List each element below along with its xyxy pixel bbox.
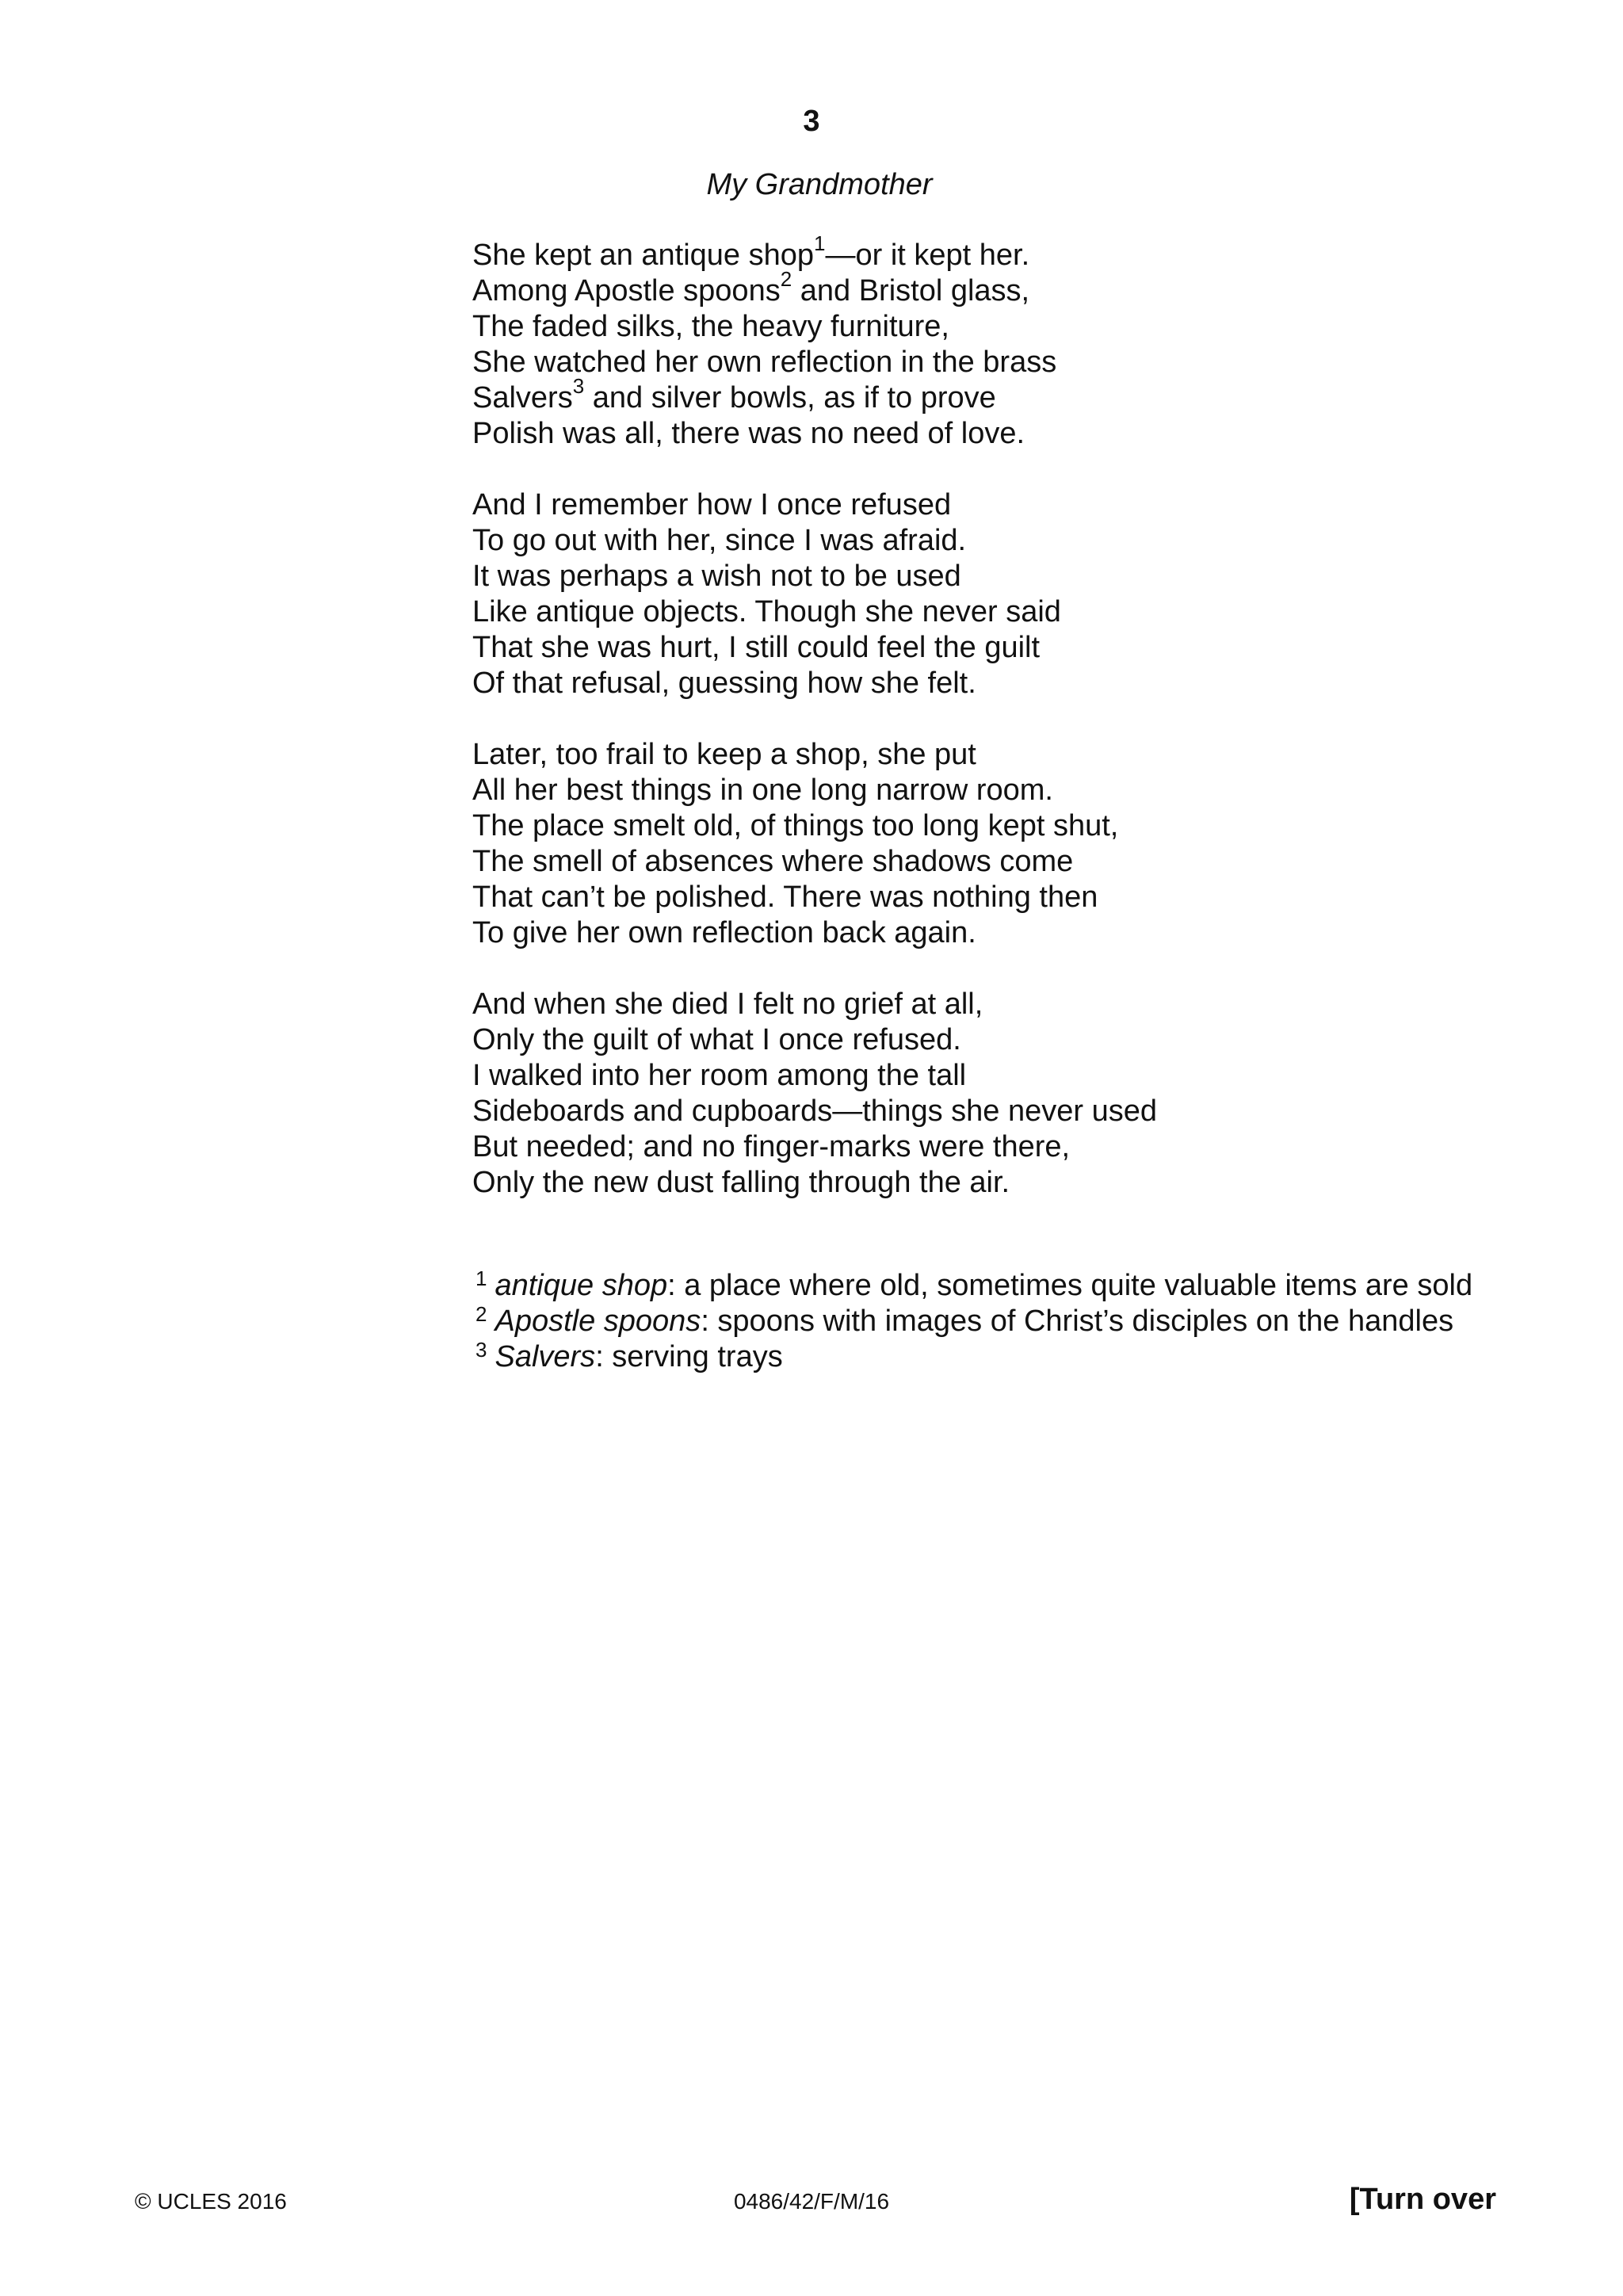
copyright-notice: © UCLES 2016 bbox=[135, 2189, 287, 2214]
footnote-number: 3 bbox=[475, 1338, 487, 1362]
poem-line bbox=[472, 630, 1598, 666]
poem-stanza bbox=[472, 231, 1598, 452]
poem-line bbox=[472, 487, 1598, 523]
footnote-marker: 2 bbox=[780, 267, 792, 292]
turn-over-label: [Turn over bbox=[1349, 2183, 1496, 2216]
poem-body bbox=[472, 231, 1598, 1236]
footnote-definition: : a place where old, sometimes quite valuable items are sold bbox=[667, 1269, 1473, 1302]
footnote-number: 2 bbox=[475, 1302, 487, 1326]
poem-stanza bbox=[472, 987, 1598, 1201]
poem-line bbox=[472, 1022, 1598, 1058]
poem-line-text: That can’t be polished. There was nothing then bbox=[472, 881, 1098, 914]
poem-line-text: and silver bowls, as if to prove bbox=[584, 381, 996, 415]
poem-line-text: She kept an antique shop bbox=[472, 239, 815, 272]
footnote-term: Apostle spoons bbox=[495, 1305, 701, 1338]
footnote bbox=[472, 1268, 1606, 1304]
poem-line-text: I walked into her room among the tall bbox=[472, 1059, 967, 1092]
poem-line-text: Sideboards and cupboards—things she never used bbox=[472, 1095, 1158, 1128]
poem-line-text: The faded silks, the heavy furniture, bbox=[472, 310, 949, 343]
footnote-marker: 1 bbox=[814, 231, 826, 256]
poem-stanza bbox=[472, 737, 1598, 951]
poem-line bbox=[472, 844, 1598, 880]
poem-line bbox=[472, 416, 1598, 452]
poem-line bbox=[472, 987, 1598, 1022]
exam-code: 0486/42/F/M/16 bbox=[733, 2189, 890, 2214]
poem-line bbox=[472, 345, 1598, 380]
poem-line bbox=[472, 309, 1598, 345]
page-footer bbox=[0, 2181, 1623, 2221]
poem-line bbox=[472, 267, 1598, 309]
poem-line bbox=[472, 915, 1598, 951]
footnote-term: antique shop bbox=[495, 1269, 668, 1302]
poem-line-text: Among Apostle spoons bbox=[472, 274, 781, 308]
poem-line bbox=[472, 808, 1598, 844]
poem-line-text: —or it kept her. bbox=[825, 239, 1030, 272]
poem-line-text: The smell of absences where shadows come bbox=[472, 845, 1074, 878]
page-number: 3 bbox=[803, 105, 820, 138]
poem-line bbox=[472, 559, 1598, 594]
poem-line-text: Only the new dust falling through the air. bbox=[472, 1166, 1010, 1199]
poem-line-text: Of that refusal, guessing how she felt. bbox=[472, 667, 976, 700]
poem-line bbox=[472, 594, 1598, 630]
poem-line-text: And when she died I felt no grief at all, bbox=[472, 988, 983, 1021]
poem-line bbox=[472, 880, 1598, 915]
footnote-definition: : spoons with images of Christ’s disciples on the handles bbox=[701, 1305, 1454, 1338]
footnote bbox=[472, 1339, 1606, 1375]
poem-line bbox=[472, 231, 1598, 273]
poem-line-text: Like antique objects. Though she never said bbox=[472, 595, 1061, 628]
poem-title: My Grandmother bbox=[706, 168, 933, 201]
poem-line-text: All her best things in one long narrow room. bbox=[472, 774, 1053, 807]
poem-line-text: and Bristol glass, bbox=[792, 274, 1030, 308]
poem-line-text: It was perhaps a wish not to be used bbox=[472, 560, 961, 593]
poem-line-text: To go out with her, since I was afraid. bbox=[472, 524, 967, 557]
poem-line-text: To give her own reflection back again. bbox=[472, 916, 976, 949]
poem-line bbox=[472, 1094, 1598, 1129]
footnote bbox=[472, 1304, 1606, 1339]
footnote-definition: : serving trays bbox=[595, 1340, 783, 1373]
poem-line-text: Later, too frail to keep a shop, she put bbox=[472, 738, 976, 771]
poem-line-text: The place smelt old, of things too long kept shut, bbox=[472, 809, 1119, 842]
poem-line bbox=[472, 1129, 1598, 1165]
poem-line bbox=[472, 1058, 1598, 1094]
poem-line-text: She watched her own reflection in the brass bbox=[472, 346, 1057, 379]
poem-line bbox=[472, 374, 1598, 416]
poem-line-text: That she was hurt, I still could feel the guilt bbox=[472, 631, 1041, 664]
poem-line bbox=[472, 666, 1598, 701]
poem-line bbox=[472, 1165, 1598, 1201]
poem-line-text: Only the guilt of what I once refused. bbox=[472, 1023, 961, 1056]
poem-stanza bbox=[472, 487, 1598, 701]
poem-line-text: Salvers bbox=[472, 381, 573, 415]
footnote-marker: 3 bbox=[572, 374, 585, 399]
poem-line-text: And I remember how I once refused bbox=[472, 488, 952, 521]
poem-line bbox=[472, 773, 1598, 808]
footnotes bbox=[472, 1268, 1606, 1375]
poem-line-text: But needed; and no finger-marks were there, bbox=[472, 1130, 1071, 1163]
footnote-number: 1 bbox=[475, 1266, 487, 1290]
poem-line bbox=[472, 737, 1598, 773]
poem-line bbox=[472, 523, 1598, 559]
poem-line-text: Polish was all, there was no need of love. bbox=[472, 417, 1025, 450]
footnote-term: Salvers bbox=[495, 1340, 596, 1373]
